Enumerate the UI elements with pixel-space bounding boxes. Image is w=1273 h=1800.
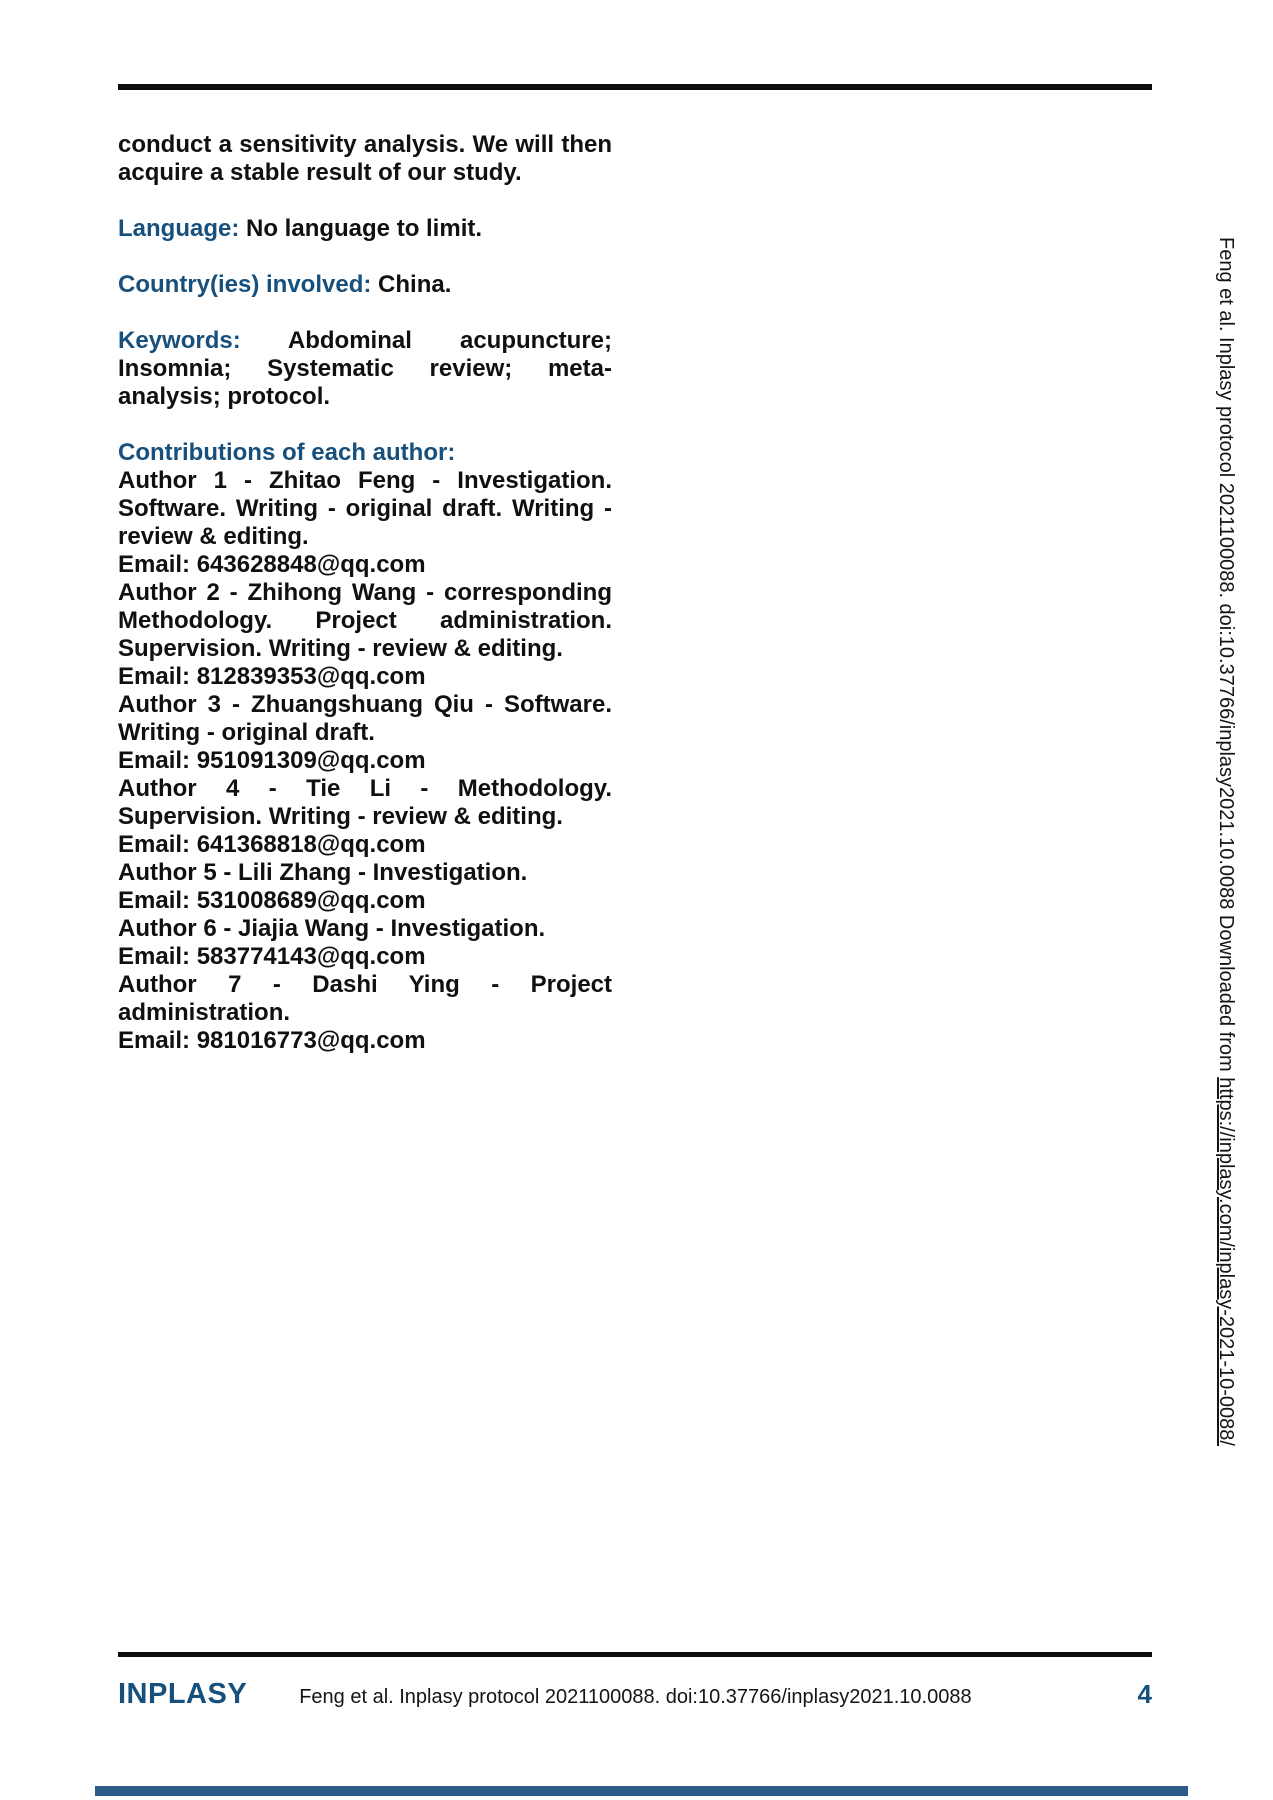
sidebar-citation-text: Feng et al. Inplasy protocol 2021100088. doi:10.37766/inplasy2021.10.0088 Downloaded from [1215, 237, 1237, 1078]
page-number: 4 [1137, 1679, 1152, 1709]
footer-rule [118, 1652, 1152, 1657]
author-entry: Author 2 - Zhihong Wang - corresponding Methodology. Project administration. Supervision. Writing - review & editing. [118, 579, 612, 662]
author-email: Email: 981016773@qq.com [118, 1027, 426, 1054]
language-section [118, 215, 612, 243]
sidebar-vertical-citation [1214, 237, 1237, 1446]
footer [118, 1678, 1152, 1711]
author-email: Email: 641368818@qq.com [118, 831, 426, 858]
author-entry: Author 1 - Zhitao Feng - Investigation. Software. Writing - original draft. Writing - review & editing. [118, 467, 612, 550]
language-label: Language: [118, 215, 240, 242]
author-entry: Author 5 - Lili Zhang - Investigation. [118, 859, 528, 886]
contributions-section [118, 439, 612, 1055]
author-email: Email: 812839353@qq.com [118, 663, 426, 690]
keywords-value: Abdominal acupuncture; Insomnia; Systematic review; meta-analysis; protocol. [118, 327, 612, 410]
keywords-label: Keywords: [118, 327, 241, 354]
header-rule [118, 84, 1152, 90]
keywords-section [118, 327, 612, 411]
author-entry: Author 4 - Tie Li - Methodology. Supervision. Writing - review & editing. [118, 775, 612, 830]
author-entry: Author 6 - Jiajia Wang - Investigation. [118, 915, 546, 942]
author-email: Email: 531008689@qq.com [118, 887, 426, 914]
country-value: China. [378, 271, 452, 298]
article-body [118, 131, 612, 1055]
body-paragraph: conduct a sensitivity analysis. We will then acquire a stable result of our study. [118, 131, 612, 186]
author-entry: Author 3 - Zhuangshuang Qiu - Software. Writing - original draft. [118, 691, 612, 746]
author-email: Email: 951091309@qq.com [118, 747, 426, 774]
contributions-heading: Contributions of each author: [118, 439, 456, 466]
sidebar-citation-link[interactable]: https://inplasy.com/inplasy-2021-10-0088/ [1215, 1077, 1237, 1446]
inplasy-logo: INPLASY [118, 1678, 248, 1710]
author-email: Email: 643628848@qq.com [118, 551, 426, 578]
author-email: Email: 583774143@qq.com [118, 943, 426, 970]
author-entry: Author 7 - Dashi Ying - Project administration. [118, 971, 612, 1026]
country-section [118, 271, 612, 299]
footer-citation: Feng et al. Inplasy protocol 2021100088. doi:10.37766/inplasy2021.10.0088 [299, 1686, 972, 1708]
country-label: Country(ies) involved: [118, 271, 372, 298]
language-value: No language to limit. [246, 215, 483, 242]
footer-accent-bar [95, 1786, 1188, 1796]
